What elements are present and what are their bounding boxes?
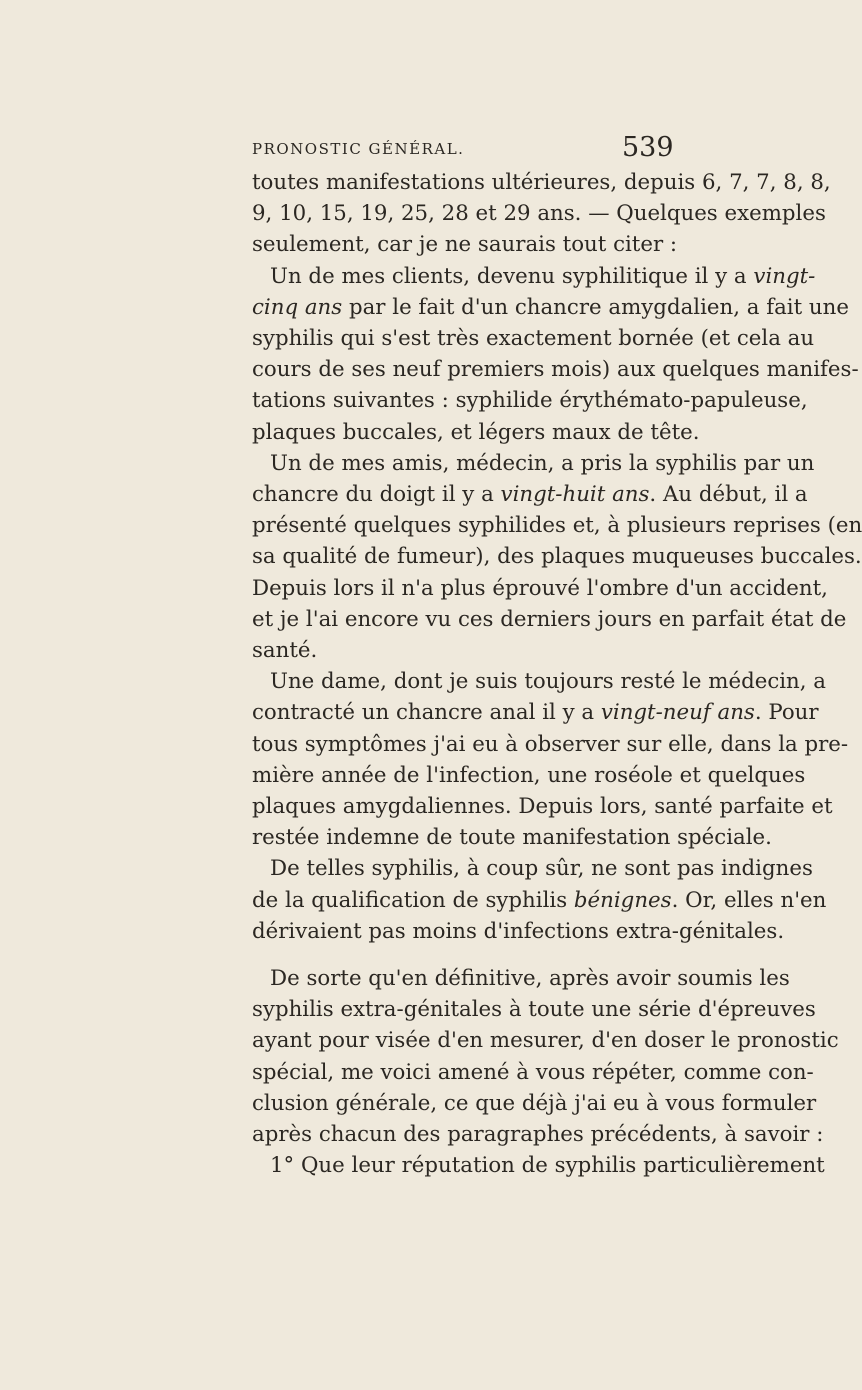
- paragraph: [252, 1150, 825, 1181]
- text-line: 1° Que leur réputation de syphilis particulièrement: [270, 1153, 825, 1179]
- text-line: toutes manifestations ultérieures, depuis 6, 7, 7, 8, 8,: [252, 170, 831, 195]
- text-line: De telles syphilis, à coup sûr, ne sont pas indignes: [270, 856, 813, 882]
- paragraph: [252, 666, 849, 853]
- page-number: 539: [622, 132, 674, 163]
- italic-segment: cinq ans: [252, 294, 343, 320]
- text-segment: contracté un chancre anal il y a: [252, 700, 601, 726]
- paragraph: [252, 448, 862, 666]
- text-segment: . Au début, il a: [649, 482, 808, 508]
- text-line: Depuis lors il n'a plus éprouvé l'ombre d'un accident,: [252, 575, 828, 601]
- paragraph: [252, 963, 839, 1150]
- text-segment: Un de mes clients, devenu syphilitique il y a: [270, 263, 754, 289]
- text-line: sa qualité de fumeur), des plaques muqueuses buccales.: [252, 544, 862, 570]
- text-line: cours de ses neuf premiers mois) aux quelques manifes-: [252, 357, 859, 383]
- text-line: dérivaient pas moins d'infections extra-génitales.: [252, 918, 785, 944]
- paragraph: [252, 853, 827, 947]
- text-line: restée indemne de toute manifestation spéciale.: [252, 825, 772, 851]
- text-line: après chacun des paragraphes précédents, à savoir :: [252, 1122, 824, 1148]
- text-line: présenté quelques syphilides et, à plusieurs reprises (en: [252, 513, 862, 539]
- text-line: ayant pour visée d'en mesurer, d'en doser le pronostic: [252, 1028, 839, 1054]
- paragraph: [252, 167, 831, 261]
- text-line: 9, 10, 15, 19, 25, 28 et 29 ans. — Quelques exemples: [252, 201, 826, 227]
- text-line: spécial, me voici amené à vous répéter, comme con-: [252, 1059, 814, 1085]
- text-line: mière année de l'infection, une roséole et quelques: [252, 762, 806, 788]
- text-segment: chancre du doigt il y a: [252, 482, 501, 508]
- text-segment: . Or, elles n'en: [671, 887, 827, 913]
- text-line: [252, 261, 816, 292]
- text-segment: de la qualification de syphilis: [252, 887, 574, 913]
- body-text: [252, 167, 862, 1182]
- text-line: [252, 292, 849, 323]
- italic-segment: bénignes: [573, 887, 672, 913]
- italic-segment: vingt-huit ans: [500, 482, 650, 508]
- paragraph: [252, 261, 859, 448]
- text-line: [252, 885, 827, 916]
- text-line: syphilis qui s'est très exactement bornée (et cela au: [252, 326, 815, 352]
- text-line: [252, 697, 819, 728]
- text-segment: . Pour: [754, 700, 819, 726]
- running-title: PRONOSTIC GÉNÉRAL.: [252, 140, 465, 158]
- italic-segment: vingt-neuf ans: [600, 700, 755, 726]
- text-segment: par le fait d'un chancre amygdalien, a fait une: [342, 294, 849, 320]
- text-line: clusion générale, ce que déjà j'ai eu à vous formuler: [252, 1090, 817, 1116]
- text-line: et je l'ai encore vu ces derniers jours en parfait état de: [252, 606, 847, 632]
- text-line: tations suivantes : syphilide érythémato-papuleuse,: [252, 388, 808, 414]
- text-line: santé.: [252, 638, 318, 664]
- italic-segment: vingt-: [753, 263, 816, 289]
- text-line: tous symptômes j'ai eu à observer sur elle, dans la pre-: [252, 731, 849, 757]
- text-line: plaques buccales, et légers maux de tête.: [252, 419, 700, 445]
- text-line: [252, 479, 808, 510]
- text-line: syphilis extra-génitales à toute une série d'épreuves: [252, 997, 816, 1023]
- text-line: Une dame, dont je suis toujours resté le médecin, a: [270, 669, 827, 695]
- text-line: De sorte qu'en définitive, après avoir soumis les: [270, 966, 790, 992]
- text-line: seulement, car je ne saurais tout citer :: [252, 232, 678, 258]
- text-line: plaques amygdaliennes. Depuis lors, santé parfaite et: [252, 794, 833, 820]
- text-line: Un de mes amis, médecin, a pris la syphilis par un: [270, 450, 815, 476]
